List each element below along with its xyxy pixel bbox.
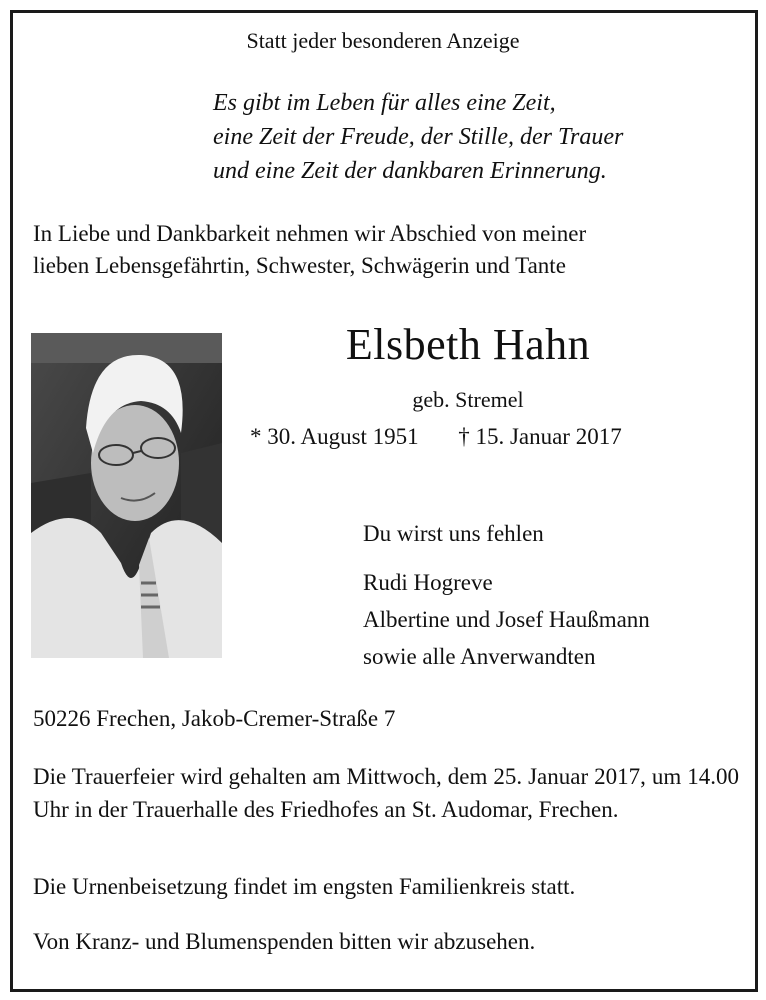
poem-line-3: und eine Zeit der dankbaren Erinnerung. [213, 158, 607, 184]
signer-3: sowie alle Anverwandten [363, 644, 596, 669]
ceremony-text: Die Trauerfeier wird gehalten am Mittwoch, dem 25. Januar 2017, um 14.00 Uhr in der Trauerhalle des Friedhofes an St. Audomar, Frechen. [33, 764, 739, 822]
poem-line-2: eine Zeit der Freude, der Stille, der Trauer [213, 124, 624, 150]
maiden-name: geb. Stremel [412, 387, 524, 412]
flowers-text: Von Kranz- und Blumenspenden bitten wir abzusehen. [33, 929, 536, 954]
signer-2: Albertine und Josef Haußmann [363, 607, 650, 632]
poem-line-1: Es gibt im Leben für alles eine Zeit, [213, 90, 556, 116]
header-line: Statt jeder besonderen Anzeige [246, 28, 520, 53]
death-date: † 15. Januar 2017 [458, 424, 622, 449]
intro-line-2: lieben Lebensgefährtin, Schwester, Schwägerin und Tante [33, 253, 566, 278]
farewell-line: Du wirst uns fehlen [363, 521, 544, 546]
deceased-name: Elsbeth Hahn [345, 320, 591, 369]
intro-line-1: In Liebe und Dankbarkeit nehmen wir Abschied von meiner [33, 221, 587, 246]
portrait-photo [31, 333, 222, 658]
birth-date: * 30. August 1951 [250, 424, 419, 449]
urn-text: Die Urnenbeisetzung findet im engsten Familienkreis statt. [33, 874, 576, 899]
address-line: 50226 Frechen, Jakob-Cremer-Straße 7 [33, 706, 396, 731]
life-dates [250, 424, 622, 450]
signer-1: Rudi Hogreve [363, 570, 493, 595]
